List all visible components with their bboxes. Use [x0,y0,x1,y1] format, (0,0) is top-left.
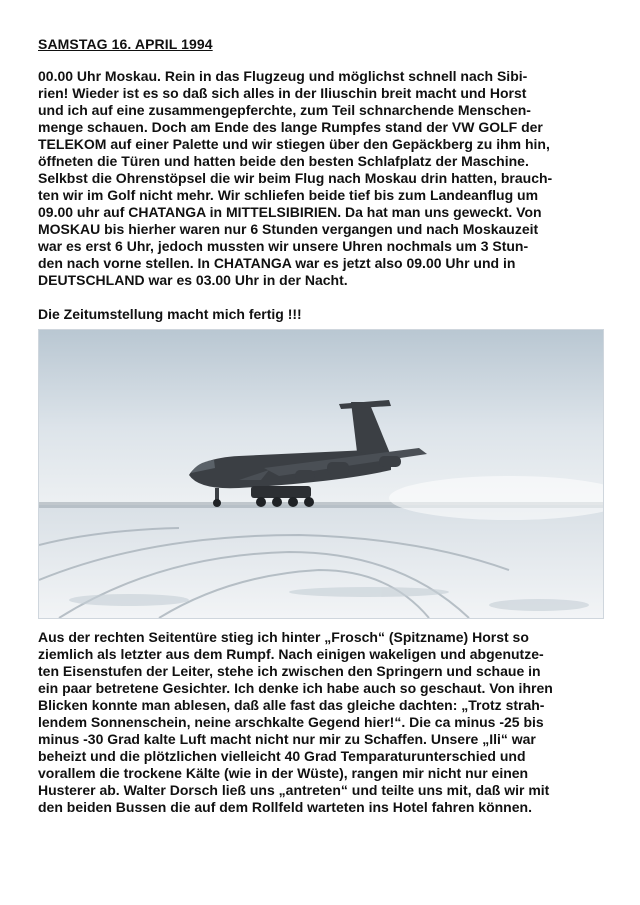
page-heading: SAMSTAG 16. APRIL 1994 [38,36,213,52]
document-page [38,36,604,816]
paragraph-time-change: Die Zeitumstellung macht mich fertig !!! [38,306,302,322]
paragraph-spacer [38,289,604,306]
airplane-photo-illustration [39,330,603,618]
paragraph-flight-to-siberia: 00.00 Uhr Moskau. Rein in das Flugzeug und möglichst schnell nach Sibi- rien! Wieder ist es so daß sich alles in der Iliuschin breit macht und Horst und ich auf eine zusammengepferchte, zum Teil schnarchende Menschen- menge schauen. Doch am Ende des lange Rumpfes stand der VW GOLF der TELEKOM auf einer Palette und wir stiegen über den Gepäckberg zu ihm hin, öffneten die Türen und hatten beide den besten Schlafplatz der Maschine. Selkbst die Ohrenstöpsel die wir beim Flug nach Moskau drin hatten, brauch- ten wir im Golf nicht mehr. Wir schliefen beide tief bis zum Landeanflug um 09.00 uhr auf CHATANGA in MITTELSIBIRIEN. Da hat man uns geweckt. Von MOSKAU bis hierher waren nur 6 Stunden vergangen und nach Moskauzeit war es erst 6 Uhr, jedoch mussten wir unsere Uhren nochmals um 3 Stun- den nach vorne stellen. In CHATANGA war es jetzt also 09.00 Uhr und in DEUTSCHLAND war es 03.00 Uhr in der Nacht. [38,68,553,288]
paragraph-arrival-chatanga: Aus der rechten Seitentüre stieg ich hinter „Frosch“ (Spitzname) Horst so ziemlich als letzter aus dem Rumpf. Nach einigen wakeligen und abgenutze- ten Eisenstufen der Leiter, stehe ich zwischen den Springern und schaue in ein paar betretene Gesichter. Ich denke ich habe auch so geschaut. Von ihren Blicken konnte man ablesen, daß alle fast das gleiche dachten: „Trotz strah- lendem Sonnenschein, neine arschkalte Gegend hier!“. Die ca minus -25 bis minus -30 Grad kalte Luft macht nicht nur mir zu Schaffen. Unsere „Ili“ war beheizt und die plötzlichen vielleicht 40 Grad Temparaturunterschied und vorallem die trockene Kälte (wie in der Wüste), rangen mir nicht nur einen Husterer ab. Walter Dorsch ließ uns „antreten“ und teilte uns mit, daß wir mit den beiden Bussen die auf dem Rollfeld warteten ins Hotel fahren können. [38,629,553,815]
airplane-photo [38,329,604,619]
